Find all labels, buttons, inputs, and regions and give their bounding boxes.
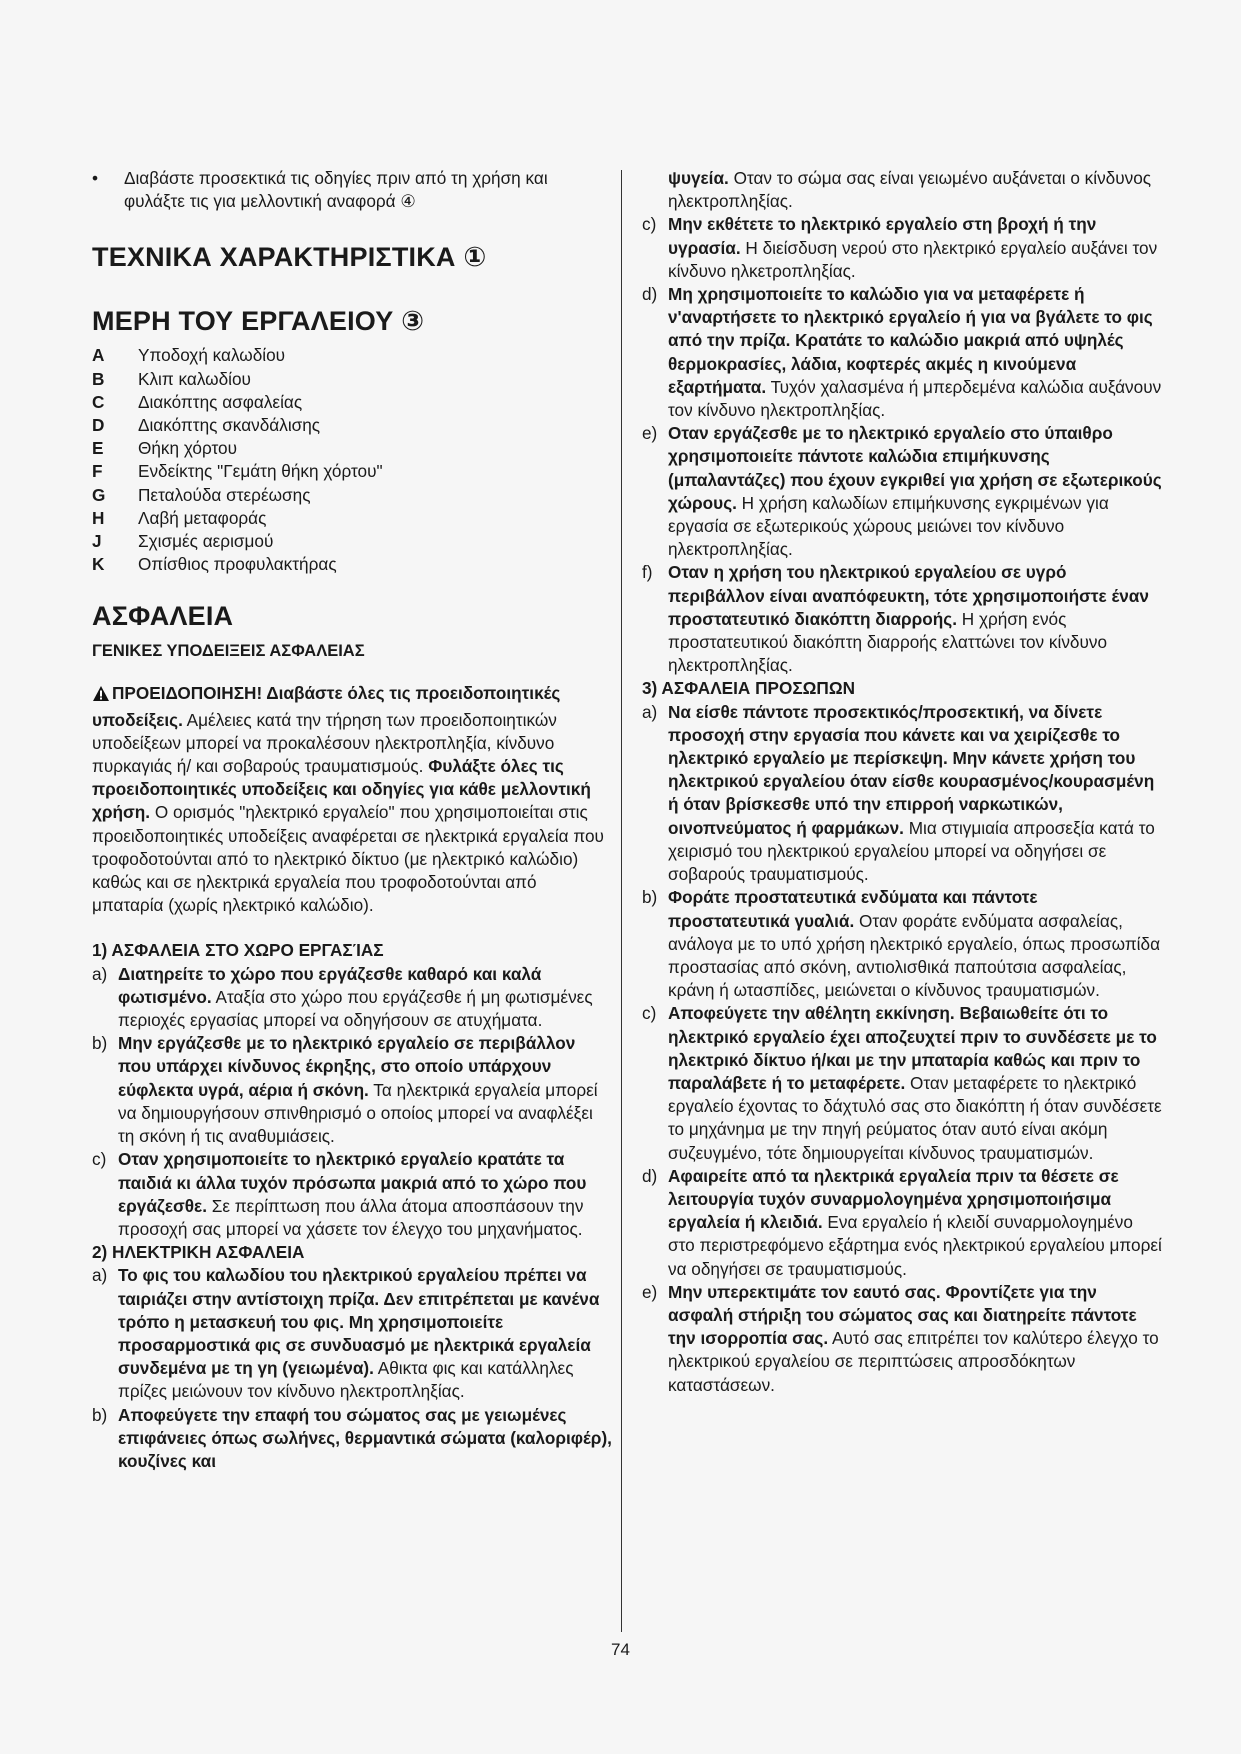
part-label: Σχισμές αερισμού [138, 531, 274, 552]
warning-bold-2: Φυλάξτε όλες τις προειδοποιητικές υποδείξεις και οδηγίες για κάθε μελλοντική χρήση. [92, 756, 591, 823]
section-3-title: 3) ΑΣΦΑΛΕΙΑ ΠΡΟΣΩΠΩΝ [642, 678, 856, 699]
part-item [92, 507, 612, 530]
warning-text-1: Αμέλειες κατά την τήρηση των προειδοποιητικών υποδείξεων μπορεί να προκαλέσουν ηλεκτροπληξία, κίνδυνο πυρκαγιάς ή/ και σοβαρούς τραυματισμούς. [92, 709, 557, 777]
part-letter: E [92, 438, 104, 459]
part-item [92, 484, 612, 507]
general-safety-subheading: ΓΕΝΙΚΕΣ ΥΠΟΔΕΙΞΕΙΣ ΑΣΦΑΛΕΙΑΣ [92, 642, 365, 661]
part-letter: D [92, 415, 105, 436]
section-1-item-b [92, 1032, 612, 1148]
safety-heading: ΑΣΦΑΛΕΙΑ [92, 601, 234, 632]
item-bold: Μην υπερεκτιμάτε τον εαυτό σας. Φροντίζετε για την ασφαλή στήριξη του σώματος σας και διατηρείτε πάντοτε την ισορροπία σας. [668, 1281, 1137, 1349]
item-text: Η διείσδυση νερού στο ηλεκτρικό εργαλείο αυξάνει τον κίνδυνο ηλκετροπληξίας. [668, 237, 1158, 281]
part-item [92, 344, 612, 367]
section-1-item-c [92, 1148, 612, 1241]
warning-text-2: Ο ορισμός "ηλεκτρικό εργαλείο" που χρησιμοποιείται στις προειδοποιητικές υποδείξεις αναφέρεται σε ηλεκτρικά εργαλεία που τροφοδοτούνται από το ηλεκτρικό δίκτυο (με ηλεκτρικό καλώδιο) καθώς και σε ηλεκτρικά εργαλεία που τροφοδοτούνται από μπαταρία (χωρίς ηλεκτρικό καλώδιο). [92, 802, 604, 916]
item-text: Αυτό σας επιτρέπει τον καλύτερο έλεγχο το ηλεκτρικού εργαλείου σε περιπτώσεις απροσδόκητων καταστάσεων. [668, 1328, 1159, 1395]
part-item [92, 530, 612, 553]
item-label: e) [642, 1281, 658, 1302]
item-label: d) [642, 284, 658, 305]
item-bold: Οταν η χρήση του ηλεκτρικού εργαλείου σε υγρό περιβάλλον είναι αναπόφευκτη, τότε χρησιμοποιήστε έναν προστατευτικό διακόπτη διαρροής. [668, 562, 1149, 629]
right-column [642, 167, 1162, 1397]
section-2-item-c [642, 213, 1162, 283]
item-text: Η χρήση ενός προστατευτικού διακόπτη διαρροής ελαττώνει τον κίνδυνο ηλεκτροπληξίας. [668, 608, 1108, 676]
item-bold: ψυγεία. [668, 168, 729, 188]
item-text: Ενα εργαλείο ή κλειδί συναρμολογημένο στο περιστρεφόμενο εξάρτημα ενός ηλεκτρικού εργαλείου μπορεί να οδηγήσει σε τραυματισμούς. [668, 1212, 1162, 1279]
page-number: 74 [611, 1640, 630, 1659]
item-text: Αταξία στο χώρο που εργάζεσθε ή μη φωτισμένες περιοχές εργασίας μπορεί να οδηγήσουν σε ατυχήματα. [118, 986, 593, 1031]
tech-specs-heading: ΤΕΧΝΙΚΑ ΧΑΡΑΚΤΗΡΙΣΤΙΚΑ ① [92, 242, 487, 273]
part-label: Υποδοχή καλωδίου [138, 345, 286, 366]
item-label: b) [92, 1404, 108, 1425]
part-letter: J [92, 531, 102, 552]
item-bold: Μην εργάζεσθε με το ηλεκτρικό εργαλείο σε περιβάλλον που υπάρχει κίνδυνος έκρηξης, στο οποίο υπάρχουν εύφλεκτα υγρά, αέρια ή σκόνη. [118, 1033, 576, 1100]
part-item [92, 391, 612, 414]
part-letter: H [92, 507, 105, 528]
part-letter: K [92, 554, 105, 575]
item-bold: Αποφεύγετε την αθέλητη εκκίνηση. Βεβαιωθείτε ότι το ηλεκτρικό εργαλείο έχει αποζευχτεί πριν το συνδέσετε με το ηλεκτρικό δίκτυο ή/και με την μπαταρία καθώς και πριν το παραλάβετε ή το μεταφέρετε. [668, 1003, 1157, 1093]
item-text: Η χρήση καλωδίων επιμήκυνσης εγκριμένων για εργασία σε εξωτερικούς χώρους μειώνει τον κίνδυνο ηλεκτροπληξίας. [668, 492, 1109, 560]
section-1-item-a [92, 963, 612, 1033]
left-column [92, 167, 612, 1473]
section-3-item-a [642, 701, 1162, 887]
part-item [92, 553, 612, 576]
item-bold: Οταν εργάζεσθε με το ηλεκτρικό εργαλείο στο ύπαιθρο χρησιμοποιείτε πάντοτε καλώδια επιμήκυνσης (μπαλαντάζες) που έχουν εγκριθεί για χρήση σε εξωτερικούς χώρους. [668, 423, 1162, 513]
item-label: a) [92, 1265, 108, 1286]
section-2-item-a [92, 1264, 612, 1403]
section-3-item-d [642, 1165, 1162, 1281]
item-bold: Το φις του καλωδίου του ηλεκτρικού εργαλείου πρέπει να ταιριάζει στην αντίστοιχη πρίζα. Δεν επιτρέπεται με κανένα τρόπο η μετασκευή του φις. Μη χρησιμοποιείτε προσαρμοστικά φις σε συνδυασμό με ηλεκτρικά εργαλεία συνδεμένα με τη γη (γειωμένα). [118, 1265, 600, 1379]
section-2-item-d [642, 283, 1162, 422]
section-2-item-b [92, 1404, 612, 1474]
item-label: a) [642, 701, 658, 722]
item-text: Αθικτα φις και κατάλληλες πρίζες μειώνουν τον κίνδυνο ηλεκτροπληξίας. [118, 1358, 574, 1402]
item-label: b) [92, 1033, 108, 1054]
item-label: c) [642, 214, 657, 235]
part-item [92, 460, 612, 483]
item-label: d) [642, 1165, 658, 1186]
item-bold: Αφαιρείτε από τα ηλεκτρικά εργαλεία πριν τα θέσετε σε λειτουργία τυχόν συναρμολογημένα χρησιμοποιήσιμα εργαλεία ή κλειδιά. [668, 1165, 1119, 1233]
section-3-item-b [642, 886, 1162, 1002]
intro-bullet-text: Διαβάστε προσεκτικά τις οδηγίες πριν από τη χρήση και φυλάξτε τις για μελλοντική αναφορά ④ [124, 168, 548, 212]
item-bold: Μη χρησιμοποιείτε το καλώδιο για να μεταφέρετε ή ν'αναρτήσετε το ηλεκτρικό εργαλείο ή για να βγάλετε το φις από την πρίζα. Κρατάτε το καλώδιο μακριά από υψηλές θερμοκρασίες, λάδια, κοφτερές ακμές η κινούμενα εξαρτήματα. [668, 284, 1153, 397]
part-letter: A [92, 345, 105, 366]
section-2-title: 2) ΗΛΕΚΤΡΙΚΗ ΑΣΦΑΛΕΙΑ [92, 1242, 305, 1263]
intro-bullet [92, 167, 612, 213]
bullet-icon: • [92, 168, 99, 188]
tool-parts-heading: ΜΕΡΗ ΤΟΥ ΕΡΓΑΛΕΙΟΥ ③ [92, 306, 425, 337]
item-bold: Φοράτε προστατευτικά ενδύματα και πάντοτε προστατευτικά γυαλιά. [668, 887, 1038, 931]
item-text: Τα ηλεκτρικά εργαλεία μπορεί να δημιουργήσουν σπινθηρισμό ο οποίος μπορεί να αναφλέξει τη σκόνη ή τις αναθυμιάσεις. [118, 1079, 598, 1147]
item-label: b) [642, 887, 658, 908]
part-letter: C [92, 391, 105, 412]
item-label: f) [642, 562, 653, 583]
part-label: Ενδείκτης "Γεμάτη θήκη χόρτου" [138, 461, 383, 482]
item-text: Μια στιγμιαία απροσεξία κατά το χειρισμό του ηλεκτρικού εργαλείου μπορεί να οδηγήσει σε σοβαρούς τραυματισμούς. [668, 817, 1155, 885]
part-item [92, 368, 612, 391]
section-2-item-e [642, 422, 1162, 561]
warning-triangle-icon [92, 685, 110, 708]
item-bold: Μην εκθέτετε το ηλεκτρικό εργαλείο στη βροχή ή την υγρασία. [668, 214, 1097, 258]
warning-paragraph [92, 682, 612, 917]
part-item [92, 437, 612, 460]
part-label: Λαβή μεταφοράς [138, 507, 267, 528]
part-label: Πεταλούδα στερέωσης [138, 484, 311, 505]
item-bold: Οταν χρησιμοποιείτε το ηλεκτρικό εργαλείο κρατάτε τα παιδιά κι άλλα τυχόν πρόσωπα μακριά από το χώρο που εργάζεσθε. [118, 1149, 587, 1216]
parts-list [92, 344, 612, 576]
part-item [92, 414, 612, 437]
part-letter: G [92, 484, 106, 505]
part-label: Διακόπτης ασφαλείας [138, 391, 303, 412]
section-2-item-f [642, 561, 1162, 677]
item-text: Οταν το σώμα σας είναι γειωμένο αυξάνεται ο κίνδυνος ηλεκτροπληξίας. [668, 168, 1152, 212]
section-1-title: 1) ΑΣΦΑΛΕΙΑ ΣΤΟ ΧΩΡΟ ΕΡΓΑΣΊΑΣ [92, 940, 384, 961]
item-text: Οταν μεταφέρετε το ηλεκτρικό εργαλείο έχοντας το δάχτυλό σας στο διακόπτη ή όταν συνδέσετε το μηχάνημα με την πηγή ρεύματος όταν αυτό είναι ακόμη συζευγμένο, τότε δημιουργείται κίνδυνος τραυματισμών. [668, 1072, 1162, 1163]
part-label: Οπίσθιος προφυλακτήρας [138, 554, 337, 575]
section-3-item-c [642, 1002, 1162, 1164]
column-divider [621, 170, 622, 1632]
item-text: Τυχόν χαλασμένα ή μπερδεμένα καλώδια αυξάνουν τον κίνδυνο ηλεκτροπληξίας. [668, 376, 1162, 421]
section-3-item-e [642, 1281, 1162, 1397]
part-letter: B [92, 368, 105, 389]
item-label: c) [642, 1003, 657, 1024]
item-bold: Διατηρείτε το χώρο που εργάζεσθε καθαρό και καλά φωτισμένο. [118, 963, 542, 1007]
item-text: Σε περίπτωση που άλλα άτομα αποσπάσουν την προσοχή σας μπορεί να χάσετε τον έλεγχο του μηχανήματος. [118, 1195, 584, 1239]
section-2-item-b-continued [642, 167, 1162, 213]
part-label: Κλιπ καλωδίου [138, 368, 251, 389]
item-label: e) [642, 423, 658, 444]
part-label: Θήκη χόρτου [138, 438, 238, 459]
item-bold: Αποφεύγετε την επαφή του σώματος σας με γειωμένες επιφάνειες όπως σωλήνες, θερμαντικά σώματα (καλοριφέρ), κουζίνες και [118, 1404, 612, 1471]
item-label: a) [92, 963, 108, 984]
item-text: Οταν φοράτε ενδύματα ασφαλείας, ανάλογα με το υπό χρήση ηλεκτρικό εργαλείο, όπως προσωπίδα προστασίας από σκόνη, αντιολισθικά παπούτσια ασφαλείας, κράνη ή ωτασπίδες, μειώνεται ο κίνδυνος τραυματισμών. [668, 910, 1161, 1001]
warning-bold-1: ΠΡΟΕΙΔΟΠΟΙΗΣΗ! Διαβάστε όλες τις προειδοποιητικές υποδείξεις. [92, 683, 561, 730]
part-label: Διακόπτης σκανδάλισης [138, 415, 321, 436]
item-bold: Να είσθε πάντοτε προσεκτικός/προσεκτική, να δίνετε προσοχή στην εργασία που κάνετε και να χειρίζεσθε το ηλεκτρικό εργαλείο με περίσκεψη. Μην κάνετε χρήση του ηλεκτρικού εργαλείου όταν είσθε κουρασμένος/κουρασμένη ή όταν βρίσκεσθε υπό την επιρροή ναρκωτικών, οινοπνεύματος ή φαρμάκων. [668, 701, 1155, 838]
item-label: c) [92, 1149, 107, 1170]
part-letter: F [92, 461, 103, 482]
